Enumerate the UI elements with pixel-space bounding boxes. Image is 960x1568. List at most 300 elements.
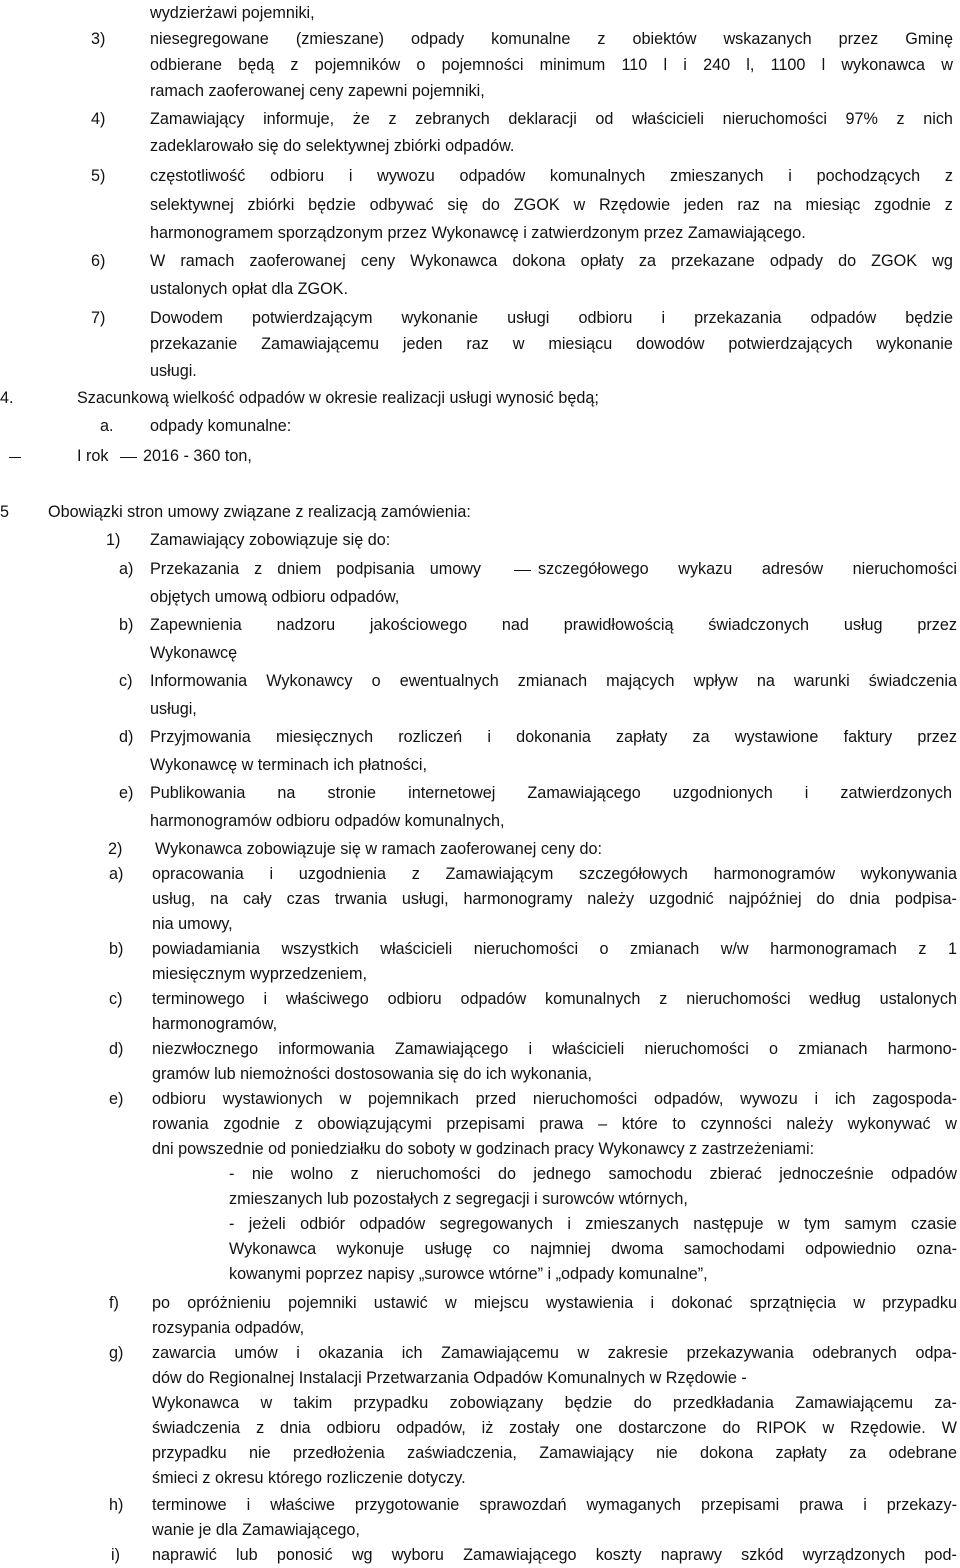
justified-line: [150, 305, 953, 331]
word: i: [804, 784, 809, 802]
word: 97%: [845, 110, 878, 128]
list-number: 4): [91, 110, 106, 128]
word: odbiór: [300, 1215, 346, 1233]
word: ponosić: [276, 1546, 333, 1564]
word: Zamawiającemu: [795, 1394, 914, 1412]
word: Zamawiającemu: [441, 1344, 559, 1362]
word: prawidłowością: [563, 616, 674, 634]
text-line: zadeklarowało się do selektywnej zbiórki odpadów.: [150, 137, 515, 155]
word: nadzoru: [276, 616, 336, 634]
word: najpóźniej: [728, 890, 802, 908]
word: powiadamiania: [152, 940, 260, 958]
word: Zamawiającemu: [261, 335, 380, 353]
word: odbioru: [152, 1090, 207, 1108]
word: z: [944, 196, 953, 214]
justified-line: [152, 1340, 957, 1366]
word: w: [444, 1294, 457, 1312]
word: ramach: [180, 252, 235, 270]
word: zmieszanych: [585, 1215, 679, 1233]
word: najmniej: [530, 1240, 591, 1258]
word: w: [260, 1394, 273, 1412]
word: takim: [293, 1394, 333, 1412]
word: właściwe: [270, 1496, 335, 1514]
text-line: usługi,: [150, 700, 197, 718]
justified-line: [152, 1492, 957, 1518]
list-letter: b): [119, 616, 134, 634]
word: dostarczone: [618, 1419, 707, 1437]
word: z: [411, 865, 420, 883]
word: do: [816, 890, 835, 908]
word: wykonanie: [876, 335, 953, 353]
word: i: [246, 1496, 251, 1514]
word: rowania: [152, 1115, 209, 1133]
text-line: ramach zaoferowanej ceny zapewni pojemniki,: [150, 82, 485, 100]
word: i: [269, 865, 274, 883]
word: ustalonych: [879, 990, 957, 1008]
word: nieruchomości: [473, 940, 579, 958]
word: dnia: [849, 890, 880, 908]
word: na: [277, 784, 296, 802]
word: niesegregowane: [150, 30, 269, 48]
word: usługi,: [401, 890, 449, 908]
word: selektywnej: [150, 196, 234, 214]
word: zgodnie: [874, 196, 931, 214]
word: harmonogramy: [463, 890, 573, 908]
text-line: dów do Regionalnej Instalacji Przetwarzania Odpadów Komunalnych w Rzędowie -: [152, 1369, 747, 1387]
word: czynności: [700, 1115, 772, 1133]
justified-line: [152, 1036, 957, 1062]
list-number: 6): [91, 252, 106, 270]
justified-line: [152, 1415, 957, 1441]
word: Wykonawca: [410, 252, 498, 270]
word: dowodów: [636, 335, 705, 353]
word: od: [595, 110, 614, 128]
word: według: [809, 990, 861, 1008]
word: i: [348, 167, 353, 185]
word: odbywać: [369, 196, 434, 214]
word: na: [756, 672, 775, 690]
list-number: 3): [91, 30, 106, 48]
word: odpadów: [891, 1165, 957, 1183]
word: Zamawiającego: [463, 1546, 577, 1564]
word: przedkładania: [673, 1394, 774, 1412]
word: w: [945, 1115, 957, 1133]
word: będzie: [564, 1394, 613, 1412]
word: ozna-: [916, 1240, 957, 1258]
list-letter: g): [109, 1344, 124, 1362]
text-line: śmieci z okresu którego rozliczenie dotyczy.: [152, 1469, 466, 1487]
word: deklaracji: [508, 110, 577, 128]
word: usług,: [152, 890, 196, 908]
word: wyboru: [391, 1546, 444, 1564]
list-letter: a): [119, 560, 134, 578]
word: l: [663, 56, 668, 74]
text-line: 2016 - 360 ton,: [143, 447, 252, 465]
word: sprawozdań: [479, 1496, 567, 1514]
word: uzgodnić: [648, 890, 714, 908]
word: z: [388, 110, 397, 128]
word: wystawione: [734, 728, 819, 746]
word: o: [371, 672, 381, 690]
word: odpowiednio: [805, 1240, 896, 1258]
word: (zmieszane): [295, 30, 384, 48]
word: umów: [234, 1344, 278, 1362]
word: za-: [934, 1394, 957, 1412]
word: w: [573, 196, 586, 214]
word: przekazania: [694, 309, 782, 327]
word: warunki: [793, 672, 850, 690]
word: Zamawiający: [539, 1444, 634, 1462]
word: przedłożenia: [292, 1444, 385, 1462]
justified-line: [152, 1440, 957, 1466]
list-letter: a.: [100, 417, 114, 435]
word: będą: [238, 56, 275, 74]
text-line: Wykonawca zobowiązuje się w ramach zaoferowanej ceny do:: [155, 840, 603, 858]
word: l: [821, 56, 826, 74]
word: zmianach: [629, 940, 700, 958]
word: świadczenia: [152, 1419, 241, 1437]
word: przez: [917, 616, 957, 634]
word: do: [722, 1419, 741, 1437]
word: i: [528, 1040, 533, 1058]
list-letter: d): [119, 728, 134, 746]
word: w: [853, 1294, 866, 1312]
word: odpady: [769, 252, 823, 270]
word: cały: [242, 890, 272, 908]
word: przekazane: [671, 252, 755, 270]
word: właścicieli: [632, 110, 704, 128]
word: odpadów,: [396, 1419, 466, 1437]
word: i: [788, 167, 792, 185]
word: wykazu: [678, 560, 733, 578]
text-line: rozsypania odpadów,: [152, 1319, 305, 1337]
word: opracowania: [152, 865, 244, 883]
word: przygotowanie: [354, 1496, 460, 1514]
word: ceny: [360, 252, 396, 270]
word: odpadów,: [654, 1090, 724, 1108]
word: lub: [236, 1546, 258, 1564]
justified-line: [152, 1290, 957, 1316]
word: wg: [932, 252, 953, 270]
dash-separator: [514, 570, 531, 571]
word: Informowania: [150, 672, 248, 690]
word: wymaganych: [586, 1496, 681, 1514]
word: internetowej: [408, 784, 496, 802]
word: wykonywania: [860, 865, 957, 883]
word: dwoma: [611, 1240, 664, 1258]
word: przepisami: [446, 1115, 525, 1133]
word: Zamawiającego: [394, 1040, 509, 1058]
word: Wykonawcy: [266, 672, 353, 690]
word: nieruchomości: [376, 1165, 481, 1183]
justified-line: [152, 886, 957, 912]
word: o: [416, 56, 426, 74]
justified-line: [150, 106, 953, 132]
word: wystawienia: [545, 1294, 634, 1312]
word: zbierać: [709, 1165, 762, 1183]
word: z: [944, 167, 953, 185]
justified-line: [152, 1086, 957, 1112]
word: że: [352, 110, 370, 128]
justified-line: [229, 1211, 957, 1237]
word: opłaty: [580, 252, 624, 270]
word: koszty: [595, 1546, 642, 1564]
word: i: [296, 1344, 300, 1362]
word: odbioru: [270, 167, 325, 185]
word: z: [918, 940, 927, 958]
text-line: I rok: [77, 447, 109, 465]
justified-line: [152, 1390, 957, 1416]
list-letter: e): [119, 784, 134, 802]
text-line: Wykonawcę: [150, 644, 238, 662]
word: l,: [746, 56, 755, 74]
word: Wykonawca: [229, 1240, 317, 1258]
word: szczegółowych: [579, 865, 688, 883]
word: nie: [251, 1165, 274, 1183]
word: odpadów: [359, 1215, 426, 1233]
text-line: nia umowy,: [152, 915, 233, 933]
word: do: [497, 1165, 516, 1183]
word: adresów: [761, 560, 824, 578]
word: segregowanych: [439, 1215, 553, 1233]
word: terminowe: [152, 1496, 227, 1514]
word: jakościowego: [369, 616, 468, 634]
word: przekazywania: [686, 1344, 794, 1362]
list-letter: b): [109, 940, 124, 958]
word: harmonogramów: [713, 865, 836, 883]
justified-line: [150, 163, 953, 189]
word: iż: [481, 1419, 494, 1437]
text-line: dni powszednie od poniedziałku do soboty w godzinach pracy Wykonawcy z zastrzeżeniami:: [152, 1140, 815, 1158]
word: przepisami: [700, 1496, 780, 1514]
word: pojemności: [441, 56, 524, 74]
justified-line: [150, 612, 957, 638]
word: Przekazania: [150, 560, 240, 578]
word: odpadów: [459, 167, 526, 185]
word: i: [650, 1294, 655, 1312]
word: podpisania: [336, 560, 415, 578]
word: obowiązującymi: [317, 1115, 432, 1133]
word: Wykonawca: [152, 1394, 240, 1412]
word: W: [150, 252, 166, 270]
word: wykonywać: [847, 1115, 931, 1133]
word: zmianach: [798, 1040, 868, 1058]
justified-line: [152, 861, 957, 887]
word: nieruchomości: [644, 1040, 749, 1058]
word: wykonuje: [336, 1240, 405, 1258]
word: i: [661, 309, 666, 327]
justified-line: [150, 668, 957, 694]
word: z: [294, 1115, 303, 1133]
word: świadczonych: [708, 616, 810, 634]
text-line: harmonogramów,: [152, 1015, 278, 1033]
word: częstotliwość: [150, 167, 246, 185]
word: wolno: [290, 1165, 334, 1183]
word: samochodu: [608, 1165, 693, 1183]
word: ustawić: [373, 1294, 428, 1312]
word: właścicieli: [380, 940, 453, 958]
word: W: [941, 1419, 957, 1437]
word: zbiórki: [247, 196, 295, 214]
word: świadczenia: [868, 672, 957, 690]
word: do: [481, 196, 500, 214]
word: na: [210, 890, 229, 908]
word: nieruchomości: [686, 990, 791, 1008]
list-number: 1): [106, 531, 121, 549]
word: nad: [501, 616, 529, 634]
justified-line: [150, 331, 953, 357]
word: jednocześnie: [779, 1165, 874, 1183]
word: zagospoda-: [872, 1090, 957, 1108]
word: minimum: [539, 56, 606, 74]
word: zmieszanych: [669, 167, 764, 185]
list-letter: c): [119, 672, 133, 690]
word: odpadów: [460, 990, 527, 1008]
word: i: [263, 990, 268, 1008]
justified-line: [150, 52, 953, 78]
word: Zapewnienia: [150, 616, 242, 634]
word: RIPOK: [756, 1419, 807, 1437]
word: jeżeli: [248, 1215, 286, 1233]
word: odbierane: [150, 56, 223, 74]
word: zostały: [509, 1419, 560, 1437]
word: po: [152, 1294, 171, 1312]
word: komunalnych: [545, 990, 641, 1008]
word: miejscu: [473, 1294, 529, 1312]
word: ich: [401, 1344, 423, 1362]
word: właściwego: [285, 990, 369, 1008]
word: z: [659, 990, 668, 1008]
word: nie: [656, 1444, 678, 1462]
word: za: [849, 1444, 867, 1462]
section-heading: Obowiązki stron umowy związane z realizacją zamówienia:: [48, 503, 471, 521]
word: z: [290, 56, 299, 74]
text-line: miesięcznym wyprzedzeniem,: [152, 965, 367, 983]
word: do: [838, 252, 857, 270]
word: wystawionych: [222, 1090, 323, 1108]
word: pojemników: [314, 56, 401, 74]
text-line: wanie je dla Zamawiającego,: [152, 1521, 360, 1539]
word: dnia: [280, 1419, 311, 1437]
word: dokonania: [516, 728, 591, 746]
word: do: [633, 1394, 652, 1412]
word: uzgodnienia: [298, 865, 387, 883]
word: zaświadczenia,: [407, 1444, 517, 1462]
word: się: [447, 196, 469, 214]
word: za: [692, 728, 710, 746]
word: w: [512, 335, 525, 353]
word: zebranych: [415, 110, 490, 128]
word: szkód: [741, 1546, 784, 1564]
word: opróżnieniu: [187, 1294, 271, 1312]
word: 240: [703, 56, 731, 74]
word: harmono-: [887, 1040, 957, 1058]
justified-line: [538, 556, 957, 582]
word: w: [822, 1419, 835, 1437]
list-letter: i): [111, 1546, 120, 1564]
word: mających: [606, 672, 675, 690]
word: odbioru: [326, 1419, 381, 1437]
justified-line: [229, 1161, 957, 1187]
justified-line: [152, 936, 957, 962]
word: nieruchomości: [722, 110, 827, 128]
word: obiektów: [632, 30, 697, 48]
word: Dowodem: [150, 309, 223, 327]
text-line: gramów lub niemożności dostosowania się do ich wykonania,: [152, 1065, 592, 1083]
word: miesiącu: [548, 335, 613, 353]
word: potwierdzających: [728, 335, 853, 353]
word: tym: [804, 1215, 831, 1233]
word: Zamawiający: [150, 110, 245, 128]
word: Zamawiającego: [527, 784, 641, 802]
word: trwania: [334, 890, 387, 908]
justified-line: [150, 724, 957, 750]
list-letter: c): [109, 990, 123, 1008]
word: zgodnie: [223, 1115, 281, 1133]
justified-line: [152, 1111, 957, 1137]
word: ich: [834, 1090, 856, 1108]
justified-line: [150, 192, 953, 218]
word: niezwłocznego: [152, 1040, 259, 1058]
word: i: [487, 728, 491, 746]
word: –: [598, 1115, 608, 1133]
word: wszystkich: [281, 940, 359, 958]
word: wskazanych: [723, 30, 812, 48]
word: usługi: [507, 309, 550, 327]
word: raz: [466, 335, 489, 353]
justified-line: [152, 1542, 957, 1568]
word: ewentualnych: [399, 672, 499, 690]
word: przed: [475, 1090, 517, 1108]
text-line: objętych umową odbioru odpadów,: [150, 588, 400, 606]
list-letter: f): [109, 1294, 119, 1312]
word: odpadów: [810, 309, 877, 327]
justified-line: [150, 248, 953, 274]
word: to: [672, 1115, 686, 1133]
word: terminowego: [152, 990, 245, 1008]
word: należy: [786, 1115, 834, 1133]
word: wywozu: [377, 167, 435, 185]
word: przekazy-: [886, 1496, 957, 1514]
word: rozliczeń: [398, 728, 463, 746]
word: jeden: [402, 335, 443, 353]
list-letter: h): [109, 1496, 124, 1514]
word: odebrane: [888, 1444, 957, 1462]
word: 1: [947, 940, 957, 958]
justified-line: [150, 26, 953, 52]
word: wg: [351, 1546, 373, 1564]
text-line: harmonogramów odbioru odpadów komunalnych,: [150, 812, 505, 830]
word: odbioru: [578, 309, 633, 327]
text-line: odpady komunalne:: [150, 417, 292, 435]
text-line: Zamawiający zobowiązuje się do:: [150, 531, 391, 549]
word: zapłaty: [775, 1444, 827, 1462]
word: i: [814, 1090, 819, 1108]
word: szczegółowego: [538, 560, 649, 578]
section-number: 5: [0, 503, 10, 521]
word: komunalnych: [549, 167, 646, 185]
word: 1100: [770, 56, 806, 74]
word: przypadku: [882, 1294, 957, 1312]
word: odpa-: [915, 1344, 957, 1362]
word: przekazanie: [150, 335, 238, 353]
justified-line: [152, 986, 957, 1012]
word: Publikowania: [150, 784, 246, 802]
word: Rzędowie.: [850, 1419, 926, 1437]
word: należy: [587, 890, 635, 908]
word: naprawy: [660, 1546, 722, 1564]
word: uzgodnionych: [672, 784, 773, 802]
